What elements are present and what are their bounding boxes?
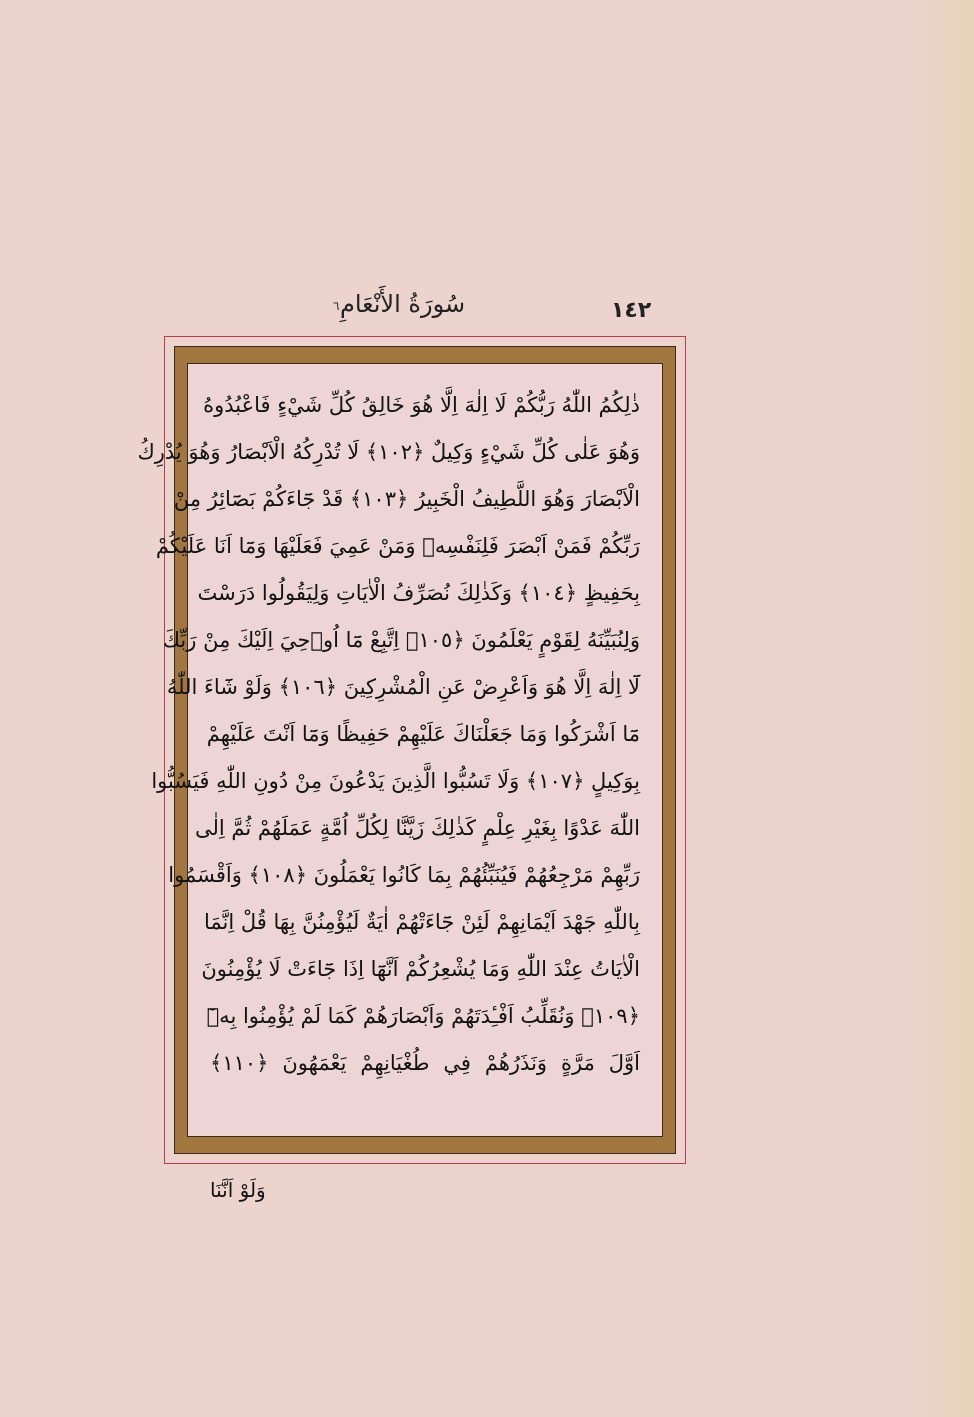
text-line-6: وَلِنُبَيِّنَهُ لِقَوْمٍ يَعْلَمُونَ ﴿١٠٥﴾ اِتَّبِعْ مَٓا اُو۫حِيَ اِلَيْكَ مِنْ رَبِّكَ [162,628,640,652]
text-line-11: رَبِّهِمْ مَرْجِعُهُمْ فَيُنَبِّئُهُمْ بِمَا كَانُوا يَعْمَلُونَ ﴿١٠٨﴾ وَاَقْسَمُوا [168,863,640,887]
text-line-10: اللّٰهَ عَدْوًا بِغَيْرِ عِلْمٍ كَذٰلِكَ زَيَّنَّا لِكُلِّ اُمَّةٍ عَمَلَهُمْ ثُمَّ اِلٰى [195,816,640,840]
page-number: ١٤٢ [611,298,652,323]
text-line-8: مَٓا اَشْرَكُوا وَمَا جَعَلْنَاكَ عَلَيْهِمْ حَفِيظًا وَمَٓا اَنْتَ عَلَيْهِمْ [206,722,640,746]
catchword: وَلَوْ اَنَّنَا [210,1178,266,1202]
page-edge-shading [904,0,974,1417]
text-line-4: رَبِّكُمْ فَمَنْ اَبْصَرَ فَلِنَفْسِهٖ وَمَنْ عَمِيَ فَعَلَيْهَا وَمَٓا اَنَا عَلَيْكُمْ [155,534,640,558]
page-header [165,290,685,330]
text-panel [137,363,663,1137]
surah-title: سُورَةُ الأَنْعَامِ [340,290,466,318]
gold-border [137,346,676,1154]
text-line-13: الْاٰيَاتُ عِنْدَ اللّٰهِ وَمَا يُشْعِرُكُمْ اَنَّهَٓا اِذَا جَٓاءَتْ لَا يُؤْمِنُونَ [201,957,640,981]
surah-number: ٦ [333,299,340,313]
text-line-3: الْاَبْصَارَ وَهُوَ اللَّطِيفُ الْخَبِيرُ ﴿١٠٣﴾ قَدْ جَٓاءَكُمْ بَصَٓائِرُ مِنْ [173,487,640,511]
page-frame [137,336,686,1164]
text-line-9: بِوَكِيلٍ ﴿١٠٧﴾ وَلَا تَسُبُّوا الَّذِينَ يَدْعُونَ مِنْ دُونِ اللّٰهِ فَيَسُبُّوا [151,769,640,793]
text-line-15: اَوَّلَ مَرَّةٍ وَنَذَرُهُمْ فِي طُغْيَانِهِمْ يَعْمَهُونَ ﴿١١٠﴾ [210,1051,640,1075]
text-line-12: بِاللّٰهِ جَهْدَ اَيْمَانِهِمْ لَئِنْ جَٓاءَتْهُمْ اٰيَةٌ لَيُؤْمِنُنَّ بِهَا قُلْ اِنَّمَا [204,910,640,934]
verse-text-block [137,382,640,1087]
text-line-2: وَهُوَ عَلٰى كُلِّ شَيْءٍ وَكِيلٌ ﴿١٠٢﴾ لَا تُدْرِكُهُ الْاَبْصَارُ وَهُوَ يُدْرِكُ [137,440,640,464]
text-line-14: ﴿١٠٩﴾ وَنُقَلِّبُ اَفْـِٔدَتَهُمْ وَاَبْصَارَهُمْ كَمَا لَمْ يُؤْمِنُوا بِهٖٓ [206,1004,640,1028]
text-line-7: لَٓا اِلٰهَ اِلَّا هُوَ وَاَعْرِضْ عَنِ الْمُشْرِكِينَ ﴿١٠٦﴾ وَلَوْ شَٓاءَ اللّٰهُ [166,675,640,699]
text-line-1: ذٰلِكُمُ اللّٰهُ رَبُّكُمْ لَا اِلٰهَ اِلَّا هُوَ خَالِقُ كُلِّ شَيْءٍ فَاعْبُدُوهُ [203,393,640,417]
text-line-5: بِحَفِيظٍ ﴿١٠٤﴾ وَكَذٰلِكَ نُصَرِّفُ الْاٰيَاتِ وَلِيَقُولُوا دَرَسْتَ [197,581,640,605]
